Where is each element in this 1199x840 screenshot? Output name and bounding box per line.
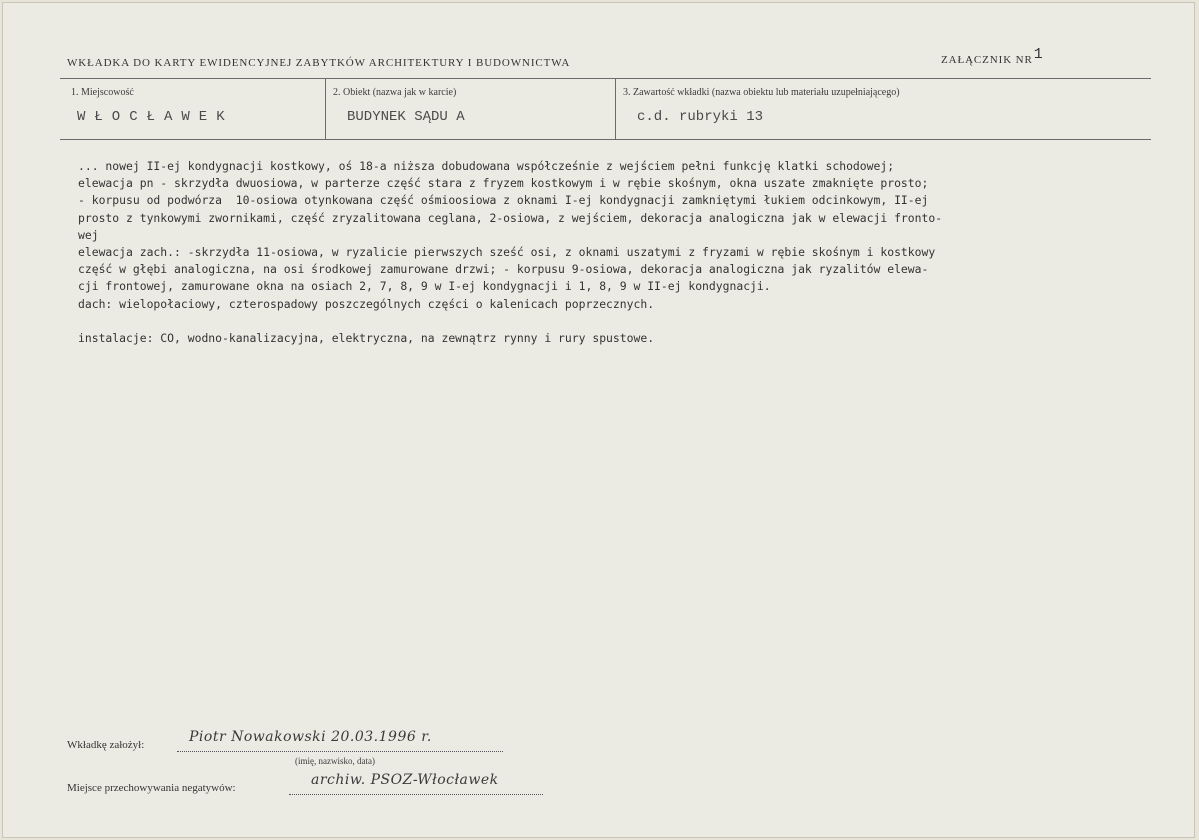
record-sheet [2,2,1195,838]
body-line: prosto z tynkowymi zwornikami, część zryzalitowana ceglana, 2-osiowa, z wejściem, dekoracja analogiczna jak w elewacji fronto- [78,210,943,225]
body-line: instalacje: CO, wodno-kanalizacyjna, elektryczna, na zewnątrz rynny i rury spustowe. [78,331,655,346]
column-divider-2 [615,78,616,140]
content-label: 3. Zawartość wkładki (nazwa obiektu lub materiału uzupełniającego) [623,87,900,98]
place-value: WŁOCŁAWEK [77,109,234,125]
object-value: BUDYNEK SĄDU A [347,109,465,125]
author-line [177,751,503,752]
column-divider-1 [325,78,326,140]
body-line: - korpusu od podwórza 10-osiowa otynkowana część ośmioosiowa z oknami I-ej kondygnacji zamkniętymi łukiem odcinkowym, II-ej [78,193,929,208]
negatives-value: archiw. PSOZ-Włocławek [311,772,499,788]
place-label: 1. Miejscowość [71,87,134,98]
header-top-rule [60,78,1151,79]
body-line: ... nowej II-ej kondygnacji kostkowy, oś 18-a niższa dobudowana współcześnie z wejściem pełni funkcję klatki schodowej; [78,159,895,173]
body-line: cji frontowej, zamurowane okna na osiach 2, 7, 8, 9 w I-ej kondygnacji i 1, 8, 9 w II-ej kondygnacji. [78,279,771,294]
content-value: c.d. rubryki 13 [637,109,764,125]
body-line: dach: wielopołaciowy, czterospadowy poszczególnych części o kalenicach poprzecznych. [78,296,655,311]
body-line: elewacja zach.: -skrzydła 11-osiowa, w ryzalicie pierwszych sześć osi, z oknami uszatymi z fryzami w rębie skośnym i kostkowy [78,245,936,260]
negatives-label: Miejsce przechowywania negatywów: [67,782,236,794]
author-signature: Piotr Nowakowski 20.03.1996 r. [189,729,432,745]
annex-number-value: 1 [1033,46,1044,63]
object-label: 2. Obiekt (nazwa jak w karcie) [333,87,457,98]
negatives-line [289,794,543,795]
header-bottom-rule [60,139,1151,140]
author-hint: (imię, nazwisko, data) [295,756,375,766]
annex-label: ZAŁĄCZNIK NR [941,54,1033,66]
annex-number [941,46,1044,68]
author-label: Wkładkę założył: [67,739,145,751]
document-title: WKŁADKA DO KARTY EWIDENCYJNEJ ZABYTKÓW ARCHITEKTURY I BUDOWNICTWA [67,57,571,69]
body-line: wej [78,227,99,242]
description-body [78,158,1138,347]
body-line: część w głębi analogiczna, na osi środkowej zamurowane drzwi; - korpusu 9-osiowa, dekoracja analogiczna jak ryzalitów elewa- [78,262,929,277]
body-line: elewacja pn - skrzydła dwuosiowa, w parterze część stara z fryzem kostkowym i w rębie skośnym, okna uszate zmaknięte prosto; [78,176,929,191]
